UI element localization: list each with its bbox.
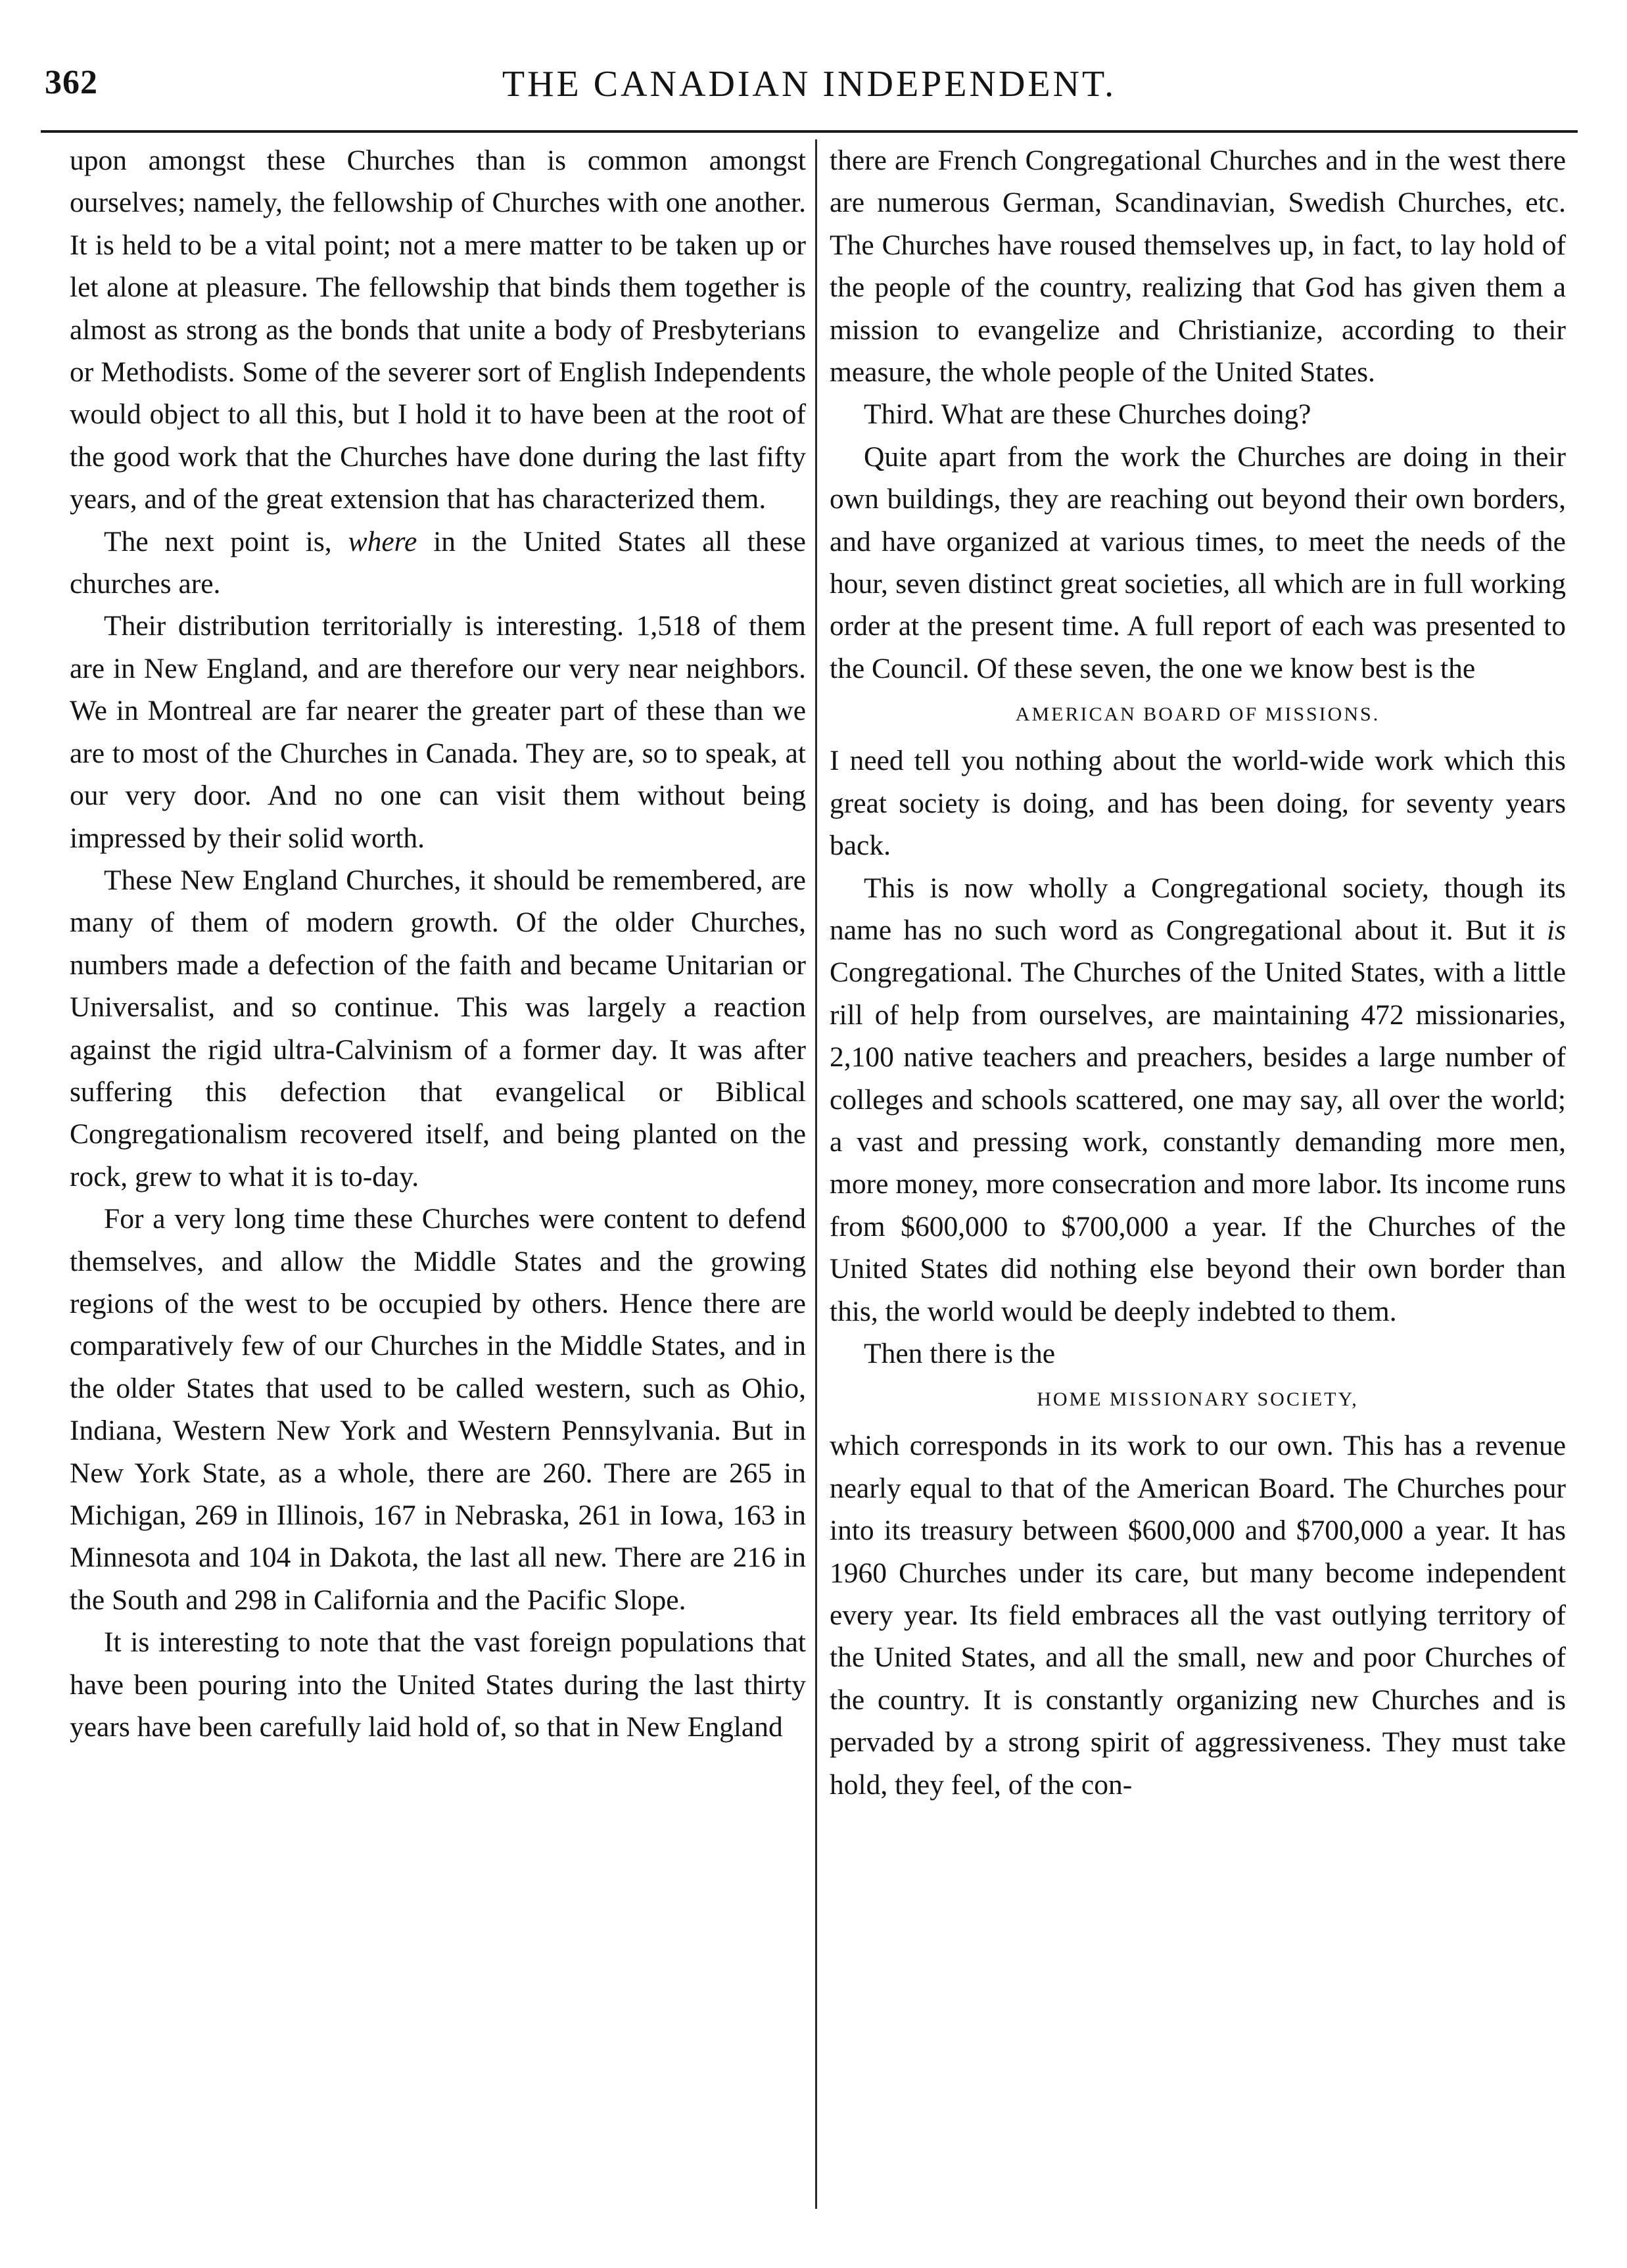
text-run: The next point is, [104, 525, 348, 557]
page-number: 362 [45, 64, 98, 101]
paragraph: Quite apart from the work the Churches are doing in their own buildings, they are reaching out beyond their own borders, and have organized at various times, to meet the needs of the hour, seven distinct great societies, all which are in full working order at the present time. A full report of each was presented to the Council. Of these seven, the one we know best is the [830, 440, 1566, 684]
text-run: Congregational. The Churches of the United States, with a little rill of help from ourselves, are maintaining 472 missionaries, 2,100 native teachers and preachers, besides a large number of colleges and schools scattered, one may say, all over the world; a vast and pressing work, constantly demanding more men, more money, more consecration and more labor. Its income runs from $600,000 to $700,000 a year. If the Churches of the United States did nothing else beyond their own border than this, the world would be deeply indebted to them. [830, 957, 1566, 1327]
paragraph [70, 521, 806, 605]
paragraph: Their distribution territorially is interesting. 1,518 of them are in New England, and are therefore our very near neighbors. We in Montreal are far nearer the greater part of these than we are to most of the Churches in Canada. They are, so to speak, at our very door. And no one can visit them without being impressed by their solid worth. [70, 610, 806, 854]
paragraph: there are French Congregational Churches and in the west there are numerous German, Scandinavian, Swedish Churches, etc. The Churches have roused themselves up, in fact, to lay hold of the people of the country, realizing that God has given them a mission to evangelize and Christianize, according to their measure, the whole people of the United States. [830, 145, 1566, 389]
emphasis: where [348, 525, 417, 557]
emphasis: is [1546, 914, 1566, 946]
paragraph: which corresponds in its work to our own. This has a revenue nearly equal to that of the American Board. The Churches pour into its treasury between $600,000 and $700,000 a year. It has 1960 Churches under its care, but many become independent every year. Its field embraces all the vast outlying territory of the United States, and all the small, new and poor Churches of the country. It is constantly organizing new Churches and is pervaded by a strong spirit of aggressiveness. They must take hold, they feel, of the con- [830, 1430, 1566, 1801]
paragraph: Third. What are these Churches doing? [864, 398, 1311, 431]
paragraph: upon amongst these Churches than is common amongst ourselves; namely, the fellowship of Churches with one another. It is held to be a vital point; not a mere matter to be taken up or let alone at pleasure. The fellowship that binds them together is almost as strong as the bonds that unite a body of Presbyterians or Methodists. Some of the severer sort of English Independents would object to all this, but I hold it to have been at the root of the good work that the Churches have done during the last fifty years, and of the great extension that has characterized them. [70, 145, 806, 515]
section-heading-american-board: AMERICAN BOARD OF MISSIONS. [1015, 703, 1380, 726]
text-run: This is now wholly a Congregational society, though its name has no such word as Congregational about it. But it [830, 872, 1566, 946]
paragraph: These New England Churches, it should be remembered, are many of them of modern growth. Of the older Churches, numbers made a defection of the faith and became Unitarian or Universalist, and so continue. This was largely a reaction against the rigid ultra-Calvinism of a former day. It was after suffering this defection that evangelical or Biblical Congregationalism recovered itself, and being planted on the rock, grew to what it is to-day. [70, 864, 806, 1193]
paragraph: For a very long time these Churches were content to defend themselves, and allow the Middle States and the growing regions of the west to be occupied by others. Hence there are comparatively few of our Churches in the Middle States, and in the older States that used to be called western, such as Ohio, Indiana, Western New York and Western Pennsylvania. But in New York State, as a whole, there are 260. There are 265 in Michigan, 269 in Illinois, 167 in Nebraska, 261 in Iowa, 163 in Minnesota and 104 in Dakota, the last all new. There are 216 in the South and 298 in California and the Pacific Slope. [70, 1203, 806, 1616]
paragraph: Then there is the [864, 1337, 1056, 1369]
paragraph [830, 867, 1566, 1333]
page-header [41, 54, 1578, 133]
journal-title: THE CANADIAN INDEPENDENT. [502, 64, 1117, 105]
paragraph: It is interesting to note that the vast foreign populations that have been pouring into the United States during the last thirty years have been carefully laid hold of, so that in New England [70, 1626, 806, 1743]
section-heading-home-missionary: HOME MISSIONARY SOCIETY, [1037, 1388, 1359, 1411]
paragraph: I need tell you nothing about the world-wide work which this great society is doing, and has been doing, for seventy years back. [830, 745, 1566, 862]
column-rule [815, 139, 817, 2209]
right-column [830, 139, 1566, 1806]
text-run: in the United States all these churches are. [70, 525, 806, 600]
left-column [70, 139, 806, 1748]
